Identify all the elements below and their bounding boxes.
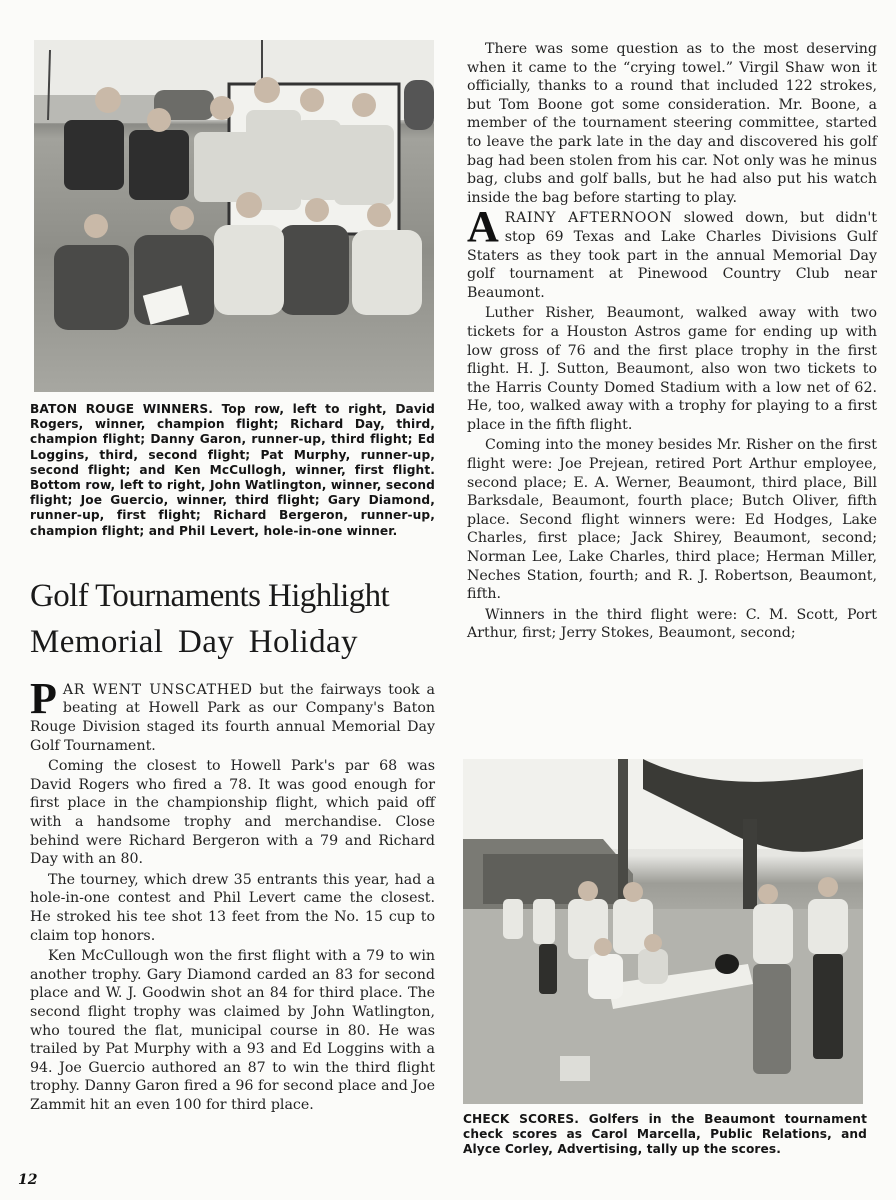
paragraph: Coming into the money besides Mr. Risher on the first flight were: Joe Prejean, retired Port Arthur employee, second place; E. A. Werner, Beaumont, third place, Bill Barksdale, Beaumont, fourth place; Butch Oliver, fifth place. Second flight winners were: Ed Hodges, Lake Charles, first place; Jack Shirey, Beaumont, second; Norman Lee, Lake Charles, third place; Herman Miller, Neches Station, fourth; and R. J. Robertson, Beaumont, fifth. bbox=[467, 437, 877, 603]
drop-cap: A bbox=[467, 202, 499, 252]
bottom-caption-lead: CHECK SCORES. bbox=[463, 1112, 579, 1126]
paragraph: Ken McCullough won the first flight with a 79 to win another trophy. Gary Diamond carded an 83 for second place and W. J. Goodwin shot an 84 for third place. The second flight trophy was claimed by John Watlington, who toured the flat, municipal course in 80. He was trailed by Pat Murphy with a 93 and Ed Loggins with a 94. Joe Guercio authored an 87 to win the third flight trophy. Danny Garon fired a 96 for second place and Joe Zammit hit an even 100 for third place. bbox=[30, 948, 435, 1113]
check-scores-photo bbox=[463, 759, 863, 1104]
paragraph: Coming the closest to Howell Park's par 68 was David Rogers who fired a 78. It was good enough for first place in the championship flight, which paid off with a handsome trophy and merchandise. Close behind were Richard Bergeron with a 79 and Richard Day with an 80. bbox=[30, 758, 435, 868]
lead-in-smallcaps: RAINY AFTERNOON bbox=[504, 210, 673, 227]
left-column bbox=[30, 40, 435, 1114]
headline-line-1: Golf Tournaments Highlight bbox=[30, 577, 390, 614]
photo-group-of-golfers-icon bbox=[34, 40, 434, 392]
photo-golfers-checking-scores-icon bbox=[463, 759, 863, 1104]
paragraph: The tourney, which drew 35 entrants this year, had a hole-in-one contest and Phil Levert came the closest. He stroked his tee shot 13 feet from the No. 15 cup to claim top honors. bbox=[30, 871, 435, 944]
drop-cap: P bbox=[30, 673, 57, 723]
paragraph-text: but the fairways took a beating at Howell Park as our Company's Baton Rouge Division staged its fourth annual Memorial Day Golf Tournament. bbox=[30, 681, 435, 754]
article-headline bbox=[30, 573, 435, 665]
top-caption-body: Top row, left to right, David Rogers, winner, champion flight; Richard Day, third, champion flight; Danny Garon, runner-up, third flight; Ed Loggins, third, second flight; Pat Murphy, runner-up, second flight; and Ken McCullogh, winner, first flight. Bottom row, left to right, John Watlington, winner, second flight; Joe Guercio, winner, third flight; Gary Diamond, runner-up, first flight; Richard Bergeron, runner-up, champion flight; and Phil Levert, hole-in-one winner. bbox=[30, 402, 436, 538]
paragraph: Luther Risher, Beaumont, walked away with two tickets for a Houston Astros game for ending up with low gross of 76 and the first place trophy in the first flight. H. J. Sutton, Beaumont, also won two tickets to the Harris County Domed Stadium with a low net of 62. He, too, walked away with a trophy for playing to a first place in the fifth flight. bbox=[467, 305, 877, 433]
left-column-body bbox=[30, 673, 435, 1115]
page-number: 12 bbox=[18, 1172, 38, 1188]
check-scores-figure bbox=[463, 759, 867, 1158]
right-column bbox=[467, 40, 877, 643]
headline-line-2: Memorial Day Holiday bbox=[30, 623, 358, 660]
paragraph-text: slowed down, but didn't stop 69 Texas and Lake Charles Divisions Gulf Staters as they took part in the annual Memorial Day golf tournament at Pinewood Country Club near Beaumont. bbox=[467, 210, 878, 301]
baton-rouge-winners-photo bbox=[34, 40, 434, 392]
bottom-caption-body: Golfers in the Beaumont tournament check scores as Carol Marcella, Public Relations, and Alyce Corley, Advertising, tally up the scores. bbox=[463, 1112, 867, 1157]
bottom-photo-caption bbox=[463, 1112, 867, 1158]
lead-in-smallcaps: AR WENT UNSCATHED bbox=[62, 681, 253, 698]
top-photo-caption bbox=[30, 402, 435, 539]
right-column-body bbox=[467, 40, 877, 643]
paragraph: Winners in the third flight were: C. M. Scott, Port Arthur, first; Jerry Stokes, Beaumont, second; bbox=[467, 606, 877, 642]
paragraph: There was some question as to the most deserving when it came to the “crying towel.” Virgil Shaw won it officially, thanks to a round that included 122 strokes, but Tom Boone got some consideration. Mr. Boone, a member of the tournament steering committee, started to leave the park late in the day and discovered his golf bag had been stolen from his car. Not only was he minus bag, clubs and golf balls, but he had also put his watch inside the bag before starting to play. bbox=[467, 41, 877, 206]
paragraph bbox=[30, 673, 435, 755]
paragraph bbox=[467, 202, 878, 302]
top-caption-lead: BATON ROUGE WINNERS. bbox=[30, 402, 214, 416]
